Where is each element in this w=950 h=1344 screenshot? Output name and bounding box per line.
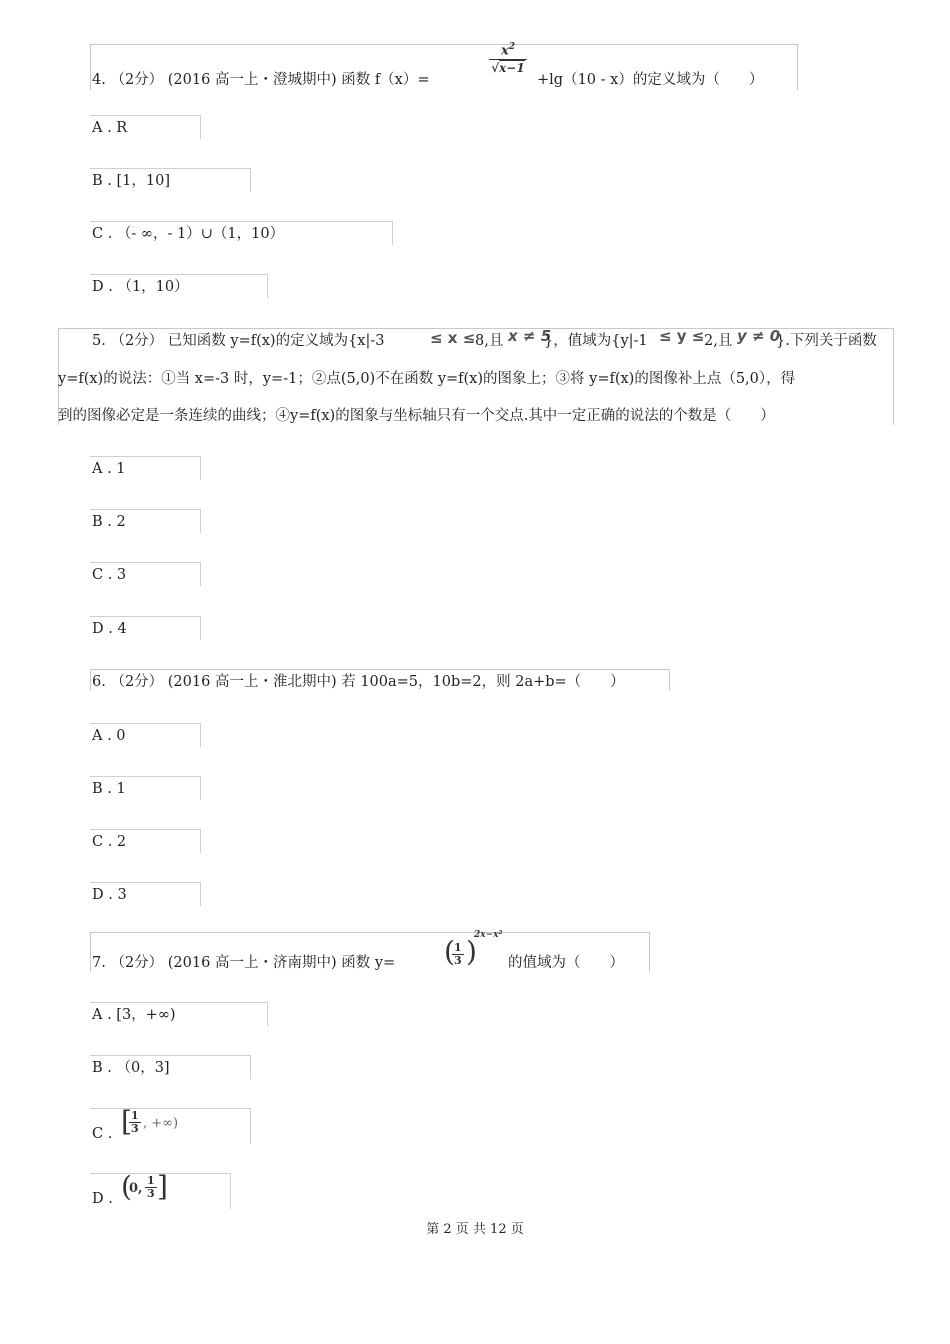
q6-stem: 6. （2分） (2016 高一上・淮北期中) 若 100a=5，10b=2，则 2a+b=（ ）	[92, 674, 625, 690]
q7-c-rest: , +∞)	[143, 1116, 179, 1131]
q7-right-paren: )	[466, 935, 477, 968]
q5-line1-part1: 5. （2分） 已知函数 y=f(x)的定义域为{x|-3	[92, 333, 385, 349]
q4-stem-part1: 4. （2分） (2016 高一上・澄城期中) 函数 f（x）=	[92, 72, 430, 88]
q5-neq-x: x ≠ 5	[508, 327, 552, 345]
q7-d-bracket: ]	[157, 1170, 168, 1203]
q7-stem-part1: 7. （2分） (2016 高一上・济南期中) 函数 y=	[92, 955, 396, 971]
q7-option-d-math[interactable]	[121, 1169, 171, 1209]
q4-option-a[interactable]: A . R	[92, 120, 128, 136]
q7-stem-part2: 的值域为（ ）	[508, 955, 624, 971]
q6-option-d[interactable]: D . 3	[92, 887, 127, 903]
q5-option-d[interactable]: D . 4	[92, 621, 127, 637]
q5-line1-part5: }.下列关于函数	[776, 333, 877, 349]
q6-option-c[interactable]: C . 2	[92, 834, 127, 850]
q7-d-zero: 0,	[129, 1181, 143, 1196]
q4-formula-num: x	[500, 43, 509, 59]
q7-d-frac-num: 1	[147, 1174, 155, 1187]
q7-option-c-label[interactable]: C .	[92, 1126, 113, 1142]
q7-left-paren: (	[444, 935, 455, 968]
q7-option-a[interactable]: A . [3，+∞)	[92, 1007, 176, 1023]
q5-line1-part3: }，值域为{y|-1	[544, 333, 648, 349]
q7-base-num: 1	[454, 941, 462, 954]
q7-fraction	[452, 942, 464, 967]
q5-line2: y=f(x)的说法：①当 x=-3 时，y=-1；②点(5,0)不在函数 y=f(x)的图象上；③将 y=f(x)的图像补上点（5,0），得	[58, 371, 796, 387]
page-footer: 第 2 页 共 12 页	[426, 1222, 524, 1237]
q5-option-b[interactable]: B . 2	[92, 514, 126, 530]
q7-exponent: 2x−x²	[474, 930, 503, 940]
q7-c-frac-den: 3	[131, 1122, 139, 1135]
q5-line1-part2: 8,且	[475, 333, 504, 349]
q5-option-a[interactable]: A . 1	[92, 461, 126, 477]
q4-formula-exp: 2	[508, 42, 516, 52]
q5-leq-y: ≤ y ≤	[659, 327, 705, 345]
q7-d-paren: (	[121, 1170, 132, 1203]
q7-c-bracket: [	[121, 1105, 132, 1138]
q4-option-b[interactable]: B . [1，10]	[92, 173, 170, 189]
q7-c-fraction	[129, 1110, 141, 1135]
q4-formula-den: x−1	[499, 61, 525, 76]
q7-option-b[interactable]: B . （0，3]	[92, 1060, 170, 1076]
q5-line3: 到的图像必定是一条连续的曲线；④y=f(x)的图象与坐标轴只有一个交点.其中一定正确的说法的个数是（ ）	[58, 408, 775, 424]
q5-option-c[interactable]: C . 3	[92, 567, 127, 583]
q7-d-frac-den: 3	[147, 1187, 155, 1200]
q6-option-a[interactable]: A . 0	[92, 728, 126, 744]
q4-formula: $x^2$ √x−1	[487, 40, 529, 90]
q5-line1-part4: 2,且	[704, 333, 733, 349]
q4-option-c[interactable]: C . （- ∞，- 1）∪（1，10）	[92, 226, 285, 242]
q7-option-d-label[interactable]: D .	[92, 1191, 113, 1207]
q5-neq-y: y ≠ 0	[737, 327, 781, 345]
q4-stem-part2: +lg（10 - x）的定义域为（ ）	[537, 72, 764, 88]
q7-base-den: 3	[454, 954, 462, 967]
q7-formula	[444, 930, 503, 972]
q4-option-d[interactable]: D . （1，10）	[92, 279, 189, 295]
q7-c-frac-num: 1	[131, 1109, 139, 1122]
q7-option-c-math[interactable]	[121, 1104, 191, 1144]
q5-leq-x: ≤ x ≤	[430, 329, 476, 347]
q6-option-b[interactable]: B . 1	[92, 781, 126, 797]
q7-d-fraction	[145, 1175, 157, 1200]
